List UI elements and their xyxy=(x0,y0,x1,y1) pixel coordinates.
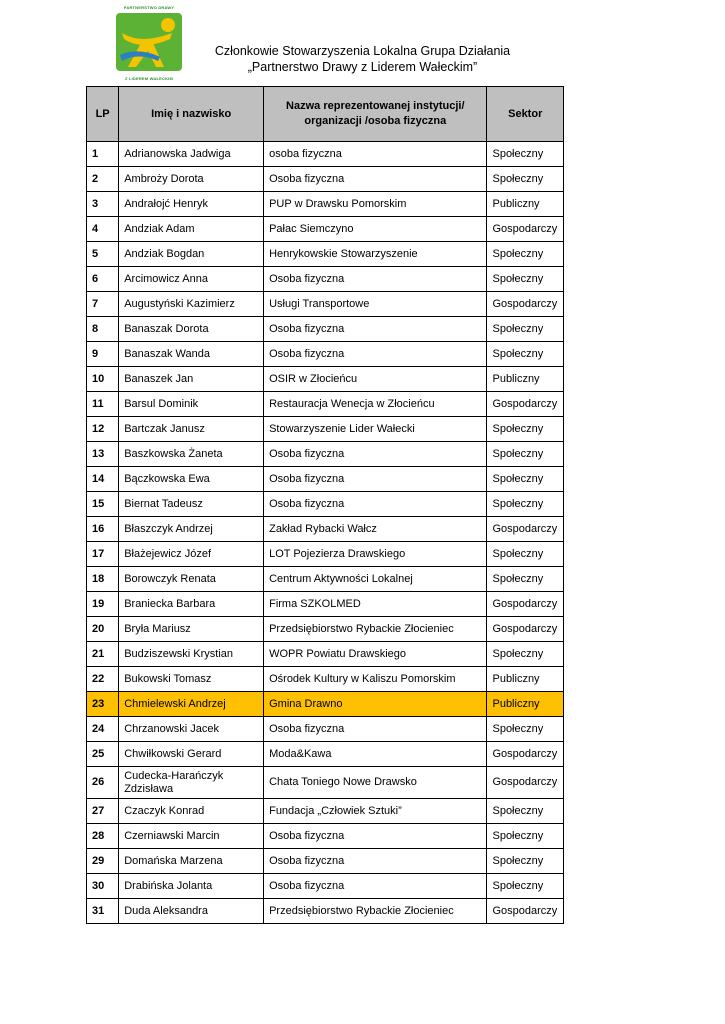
cell-institution: Stowarzyszenie Lider Wałecki xyxy=(264,417,487,442)
cell-lp: 9 xyxy=(87,342,119,367)
table-header-row xyxy=(87,87,564,142)
cell-lp: 15 xyxy=(87,492,119,517)
cell-sector: Społeczny xyxy=(487,824,564,849)
cell-institution: Fundacja „Człowiek Sztuki” xyxy=(264,799,487,824)
cell-sector: Publiczny xyxy=(487,667,564,692)
cell-institution: osoba fizyczna xyxy=(264,142,487,167)
cell-name: Andziak Bogdan xyxy=(119,242,264,267)
cell-sector: Publiczny xyxy=(487,192,564,217)
table-row xyxy=(87,767,564,799)
table-row xyxy=(87,799,564,824)
cell-lp: 23 xyxy=(87,692,119,717)
cell-institution: Restauracja Wenecja w Złocieńcu xyxy=(264,392,487,417)
logo-figure-icon xyxy=(112,11,186,73)
cell-sector: Społeczny xyxy=(487,642,564,667)
cell-institution: Osoba fizyczna xyxy=(264,467,487,492)
cell-institution: OSIR w Złocieńcu xyxy=(264,367,487,392)
cell-lp: 31 xyxy=(87,899,119,924)
table-row xyxy=(87,567,564,592)
cell-lp: 3 xyxy=(87,192,119,217)
cell-institution: Osoba fizyczna xyxy=(264,717,487,742)
cell-name: Arcimowicz Anna xyxy=(119,267,264,292)
cell-institution: Pałac Siemczyno xyxy=(264,217,487,242)
document-title xyxy=(190,43,535,75)
document-title-line1: Członkowie Stowarzyszenia Lokalna Grupa Działania xyxy=(214,44,511,58)
cell-name: Chwiłkowski Gerard xyxy=(119,742,264,767)
cell-name: Drabińska Jolanta xyxy=(119,874,264,899)
table-row xyxy=(87,167,564,192)
cell-institution: Moda&Kawa xyxy=(264,742,487,767)
table-row xyxy=(87,642,564,667)
table-row xyxy=(87,292,564,317)
column-header-lp: LP xyxy=(87,87,119,142)
table-row xyxy=(87,874,564,899)
cell-lp: 12 xyxy=(87,417,119,442)
cell-institution: Osoba fizyczna xyxy=(264,267,487,292)
cell-institution: Osoba fizyczna xyxy=(264,874,487,899)
cell-lp: 22 xyxy=(87,667,119,692)
cell-lp: 4 xyxy=(87,217,119,242)
table-row xyxy=(87,517,564,542)
cell-sector: Społeczny xyxy=(487,442,564,467)
cell-sector: Społeczny xyxy=(487,542,564,567)
cell-sector: Społeczny xyxy=(487,467,564,492)
cell-name: Błaszczyk Andrzej xyxy=(119,517,264,542)
column-header-institution-line2: organizacji /osoba fizyczna xyxy=(304,115,447,127)
cell-name: Duda Aleksandra xyxy=(119,899,264,924)
cell-name: Cudecka-Harańczyk Zdzisława xyxy=(119,767,264,799)
table-row xyxy=(87,849,564,874)
cell-name: Adrianowska Jadwiga xyxy=(119,142,264,167)
cell-lp: 10 xyxy=(87,367,119,392)
cell-name: Barsul Dominik xyxy=(119,392,264,417)
cell-name: Budziszewski Krystian xyxy=(119,642,264,667)
cell-lp: 26 xyxy=(87,767,119,799)
cell-name: Banaszak Wanda xyxy=(119,342,264,367)
table-row xyxy=(87,492,564,517)
table-row xyxy=(87,542,564,567)
cell-sector: Społeczny xyxy=(487,567,564,592)
cell-sector: Społeczny xyxy=(487,874,564,899)
table-row xyxy=(87,824,564,849)
cell-name: Bartczak Janusz xyxy=(119,417,264,442)
cell-institution: Gmina Drawno xyxy=(264,692,487,717)
table-row xyxy=(87,367,564,392)
table-row xyxy=(87,742,564,767)
cell-sector: Społeczny xyxy=(487,717,564,742)
cell-institution: Usługi Transportowe xyxy=(264,292,487,317)
table-row xyxy=(87,692,564,717)
cell-lp: 16 xyxy=(87,517,119,542)
table-body xyxy=(87,142,564,924)
cell-lp: 11 xyxy=(87,392,119,417)
table-row xyxy=(87,717,564,742)
column-header-sector: Sektor xyxy=(487,87,564,142)
table-row xyxy=(87,417,564,442)
cell-sector: Społeczny xyxy=(487,242,564,267)
cell-institution: Centrum Aktywności Lokalnej xyxy=(264,567,487,592)
cell-lp: 25 xyxy=(87,742,119,767)
cell-name: Czerniawski Marcin xyxy=(119,824,264,849)
cell-institution: Osoba fizyczna xyxy=(264,442,487,467)
cell-sector: Gospodarczy xyxy=(487,742,564,767)
table-row xyxy=(87,317,564,342)
cell-lp: 17 xyxy=(87,542,119,567)
cell-sector: Gospodarczy xyxy=(487,899,564,924)
cell-institution: WOPR Powiatu Drawskiego xyxy=(264,642,487,667)
cell-lp: 1 xyxy=(87,142,119,167)
table-row xyxy=(87,242,564,267)
members-table xyxy=(86,86,564,924)
cell-sector: Gospodarczy xyxy=(487,217,564,242)
cell-name: Braniecka Barbara xyxy=(119,592,264,617)
cell-lp: 18 xyxy=(87,567,119,592)
cell-sector: Społeczny xyxy=(487,417,564,442)
cell-name: Baszkowska Żaneta xyxy=(119,442,264,467)
table-row xyxy=(87,217,564,242)
cell-name: Ambroży Dorota xyxy=(119,167,264,192)
cell-lp: 21 xyxy=(87,642,119,667)
cell-lp: 30 xyxy=(87,874,119,899)
cell-institution: Firma SZKOLMED xyxy=(264,592,487,617)
cell-name: Czaczyk Konrad xyxy=(119,799,264,824)
cell-sector: Społeczny xyxy=(487,167,564,192)
cell-lp: 20 xyxy=(87,617,119,642)
organization-logo xyxy=(112,5,186,81)
cell-institution: Ośrodek Kultury w Kaliszu Pomorskim xyxy=(264,667,487,692)
cell-sector: Społeczny xyxy=(487,142,564,167)
cell-sector: Społeczny xyxy=(487,492,564,517)
table-row xyxy=(87,342,564,367)
cell-institution: PUP w Drawsku Pomorskim xyxy=(264,192,487,217)
table-row xyxy=(87,392,564,417)
cell-sector: Gospodarczy xyxy=(487,592,564,617)
cell-institution: Osoba fizyczna xyxy=(264,167,487,192)
cell-institution: Osoba fizyczna xyxy=(264,849,487,874)
cell-institution: Osoba fizyczna xyxy=(264,492,487,517)
cell-name: Augustyński Kazimierz xyxy=(119,292,264,317)
cell-name: Andrałojć Henryk xyxy=(119,192,264,217)
table-row xyxy=(87,192,564,217)
cell-lp: 8 xyxy=(87,317,119,342)
cell-name: Bukowski Tomasz xyxy=(119,667,264,692)
table-row xyxy=(87,467,564,492)
cell-name: Banaszek Jan xyxy=(119,367,264,392)
logo-top-text: PARTNERSTWO DRAWY xyxy=(123,5,175,10)
cell-lp: 6 xyxy=(87,267,119,292)
cell-name: Biernat Tadeusz xyxy=(119,492,264,517)
cell-lp: 5 xyxy=(87,242,119,267)
table-row xyxy=(87,267,564,292)
column-header-institution-line1: Nazwa reprezentowanej instytucji/ xyxy=(286,100,465,112)
cell-lp: 14 xyxy=(87,467,119,492)
cell-lp: 28 xyxy=(87,824,119,849)
cell-lp: 24 xyxy=(87,717,119,742)
cell-sector: Publiczny xyxy=(487,367,564,392)
table-row xyxy=(87,142,564,167)
cell-sector: Gospodarczy xyxy=(487,517,564,542)
table-row xyxy=(87,899,564,924)
cell-sector: Społeczny xyxy=(487,849,564,874)
cell-lp: 19 xyxy=(87,592,119,617)
cell-institution: Osoba fizyczna xyxy=(264,317,487,342)
cell-name: Bączkowska Ewa xyxy=(119,467,264,492)
table-row xyxy=(87,442,564,467)
cell-sector: Gospodarczy xyxy=(487,617,564,642)
cell-sector: Gospodarczy xyxy=(487,392,564,417)
cell-institution: Osoba fizyczna xyxy=(264,342,487,367)
cell-lp: 13 xyxy=(87,442,119,467)
cell-name: Banaszak Dorota xyxy=(119,317,264,342)
cell-name: Chrzanowski Jacek xyxy=(119,717,264,742)
cell-institution: Osoba fizyczna xyxy=(264,824,487,849)
cell-name: Bryła Mariusz xyxy=(119,617,264,642)
cell-name: Andziak Adam xyxy=(119,217,264,242)
cell-sector: Społeczny xyxy=(487,267,564,292)
cell-sector: Gospodarczy xyxy=(487,292,564,317)
cell-lp: 29 xyxy=(87,849,119,874)
cell-institution: LOT Pojezierza Drawskiego xyxy=(264,542,487,567)
cell-institution: Zakład Rybacki Wałcz xyxy=(264,517,487,542)
column-header-institution xyxy=(264,87,487,142)
cell-sector: Gospodarczy xyxy=(487,767,564,799)
cell-institution: Henrykowskie Stowarzyszenie xyxy=(264,242,487,267)
cell-lp: 2 xyxy=(87,167,119,192)
cell-lp: 7 xyxy=(87,292,119,317)
cell-sector: Społeczny xyxy=(487,317,564,342)
cell-sector: Społeczny xyxy=(487,799,564,824)
cell-name: Borowczyk Renata xyxy=(119,567,264,592)
cell-sector: Społeczny xyxy=(487,342,564,367)
document-title-line2: „Partnerstwo Drawy z Liderem Wałeckim” xyxy=(247,60,478,74)
cell-institution: Przedsiębiorstwo Rybackie Złocieniec xyxy=(264,617,487,642)
cell-institution: Przedsiębiorstwo Rybackie Złocieniec xyxy=(264,899,487,924)
cell-name: Domańska Marzena xyxy=(119,849,264,874)
table-row xyxy=(87,617,564,642)
cell-sector: Publiczny xyxy=(487,692,564,717)
cell-lp: 27 xyxy=(87,799,119,824)
cell-institution: Chata Toniego Nowe Drawsko xyxy=(264,767,487,799)
cell-name: Chmielewski Andrzej xyxy=(119,692,264,717)
table-row xyxy=(87,667,564,692)
column-header-name: Imię i nazwisko xyxy=(119,87,264,142)
table-row xyxy=(87,592,564,617)
logo-bottom-text: Z LIDEREM WAŁECKIM xyxy=(124,76,174,81)
cell-name: Błażejewicz Józef xyxy=(119,542,264,567)
